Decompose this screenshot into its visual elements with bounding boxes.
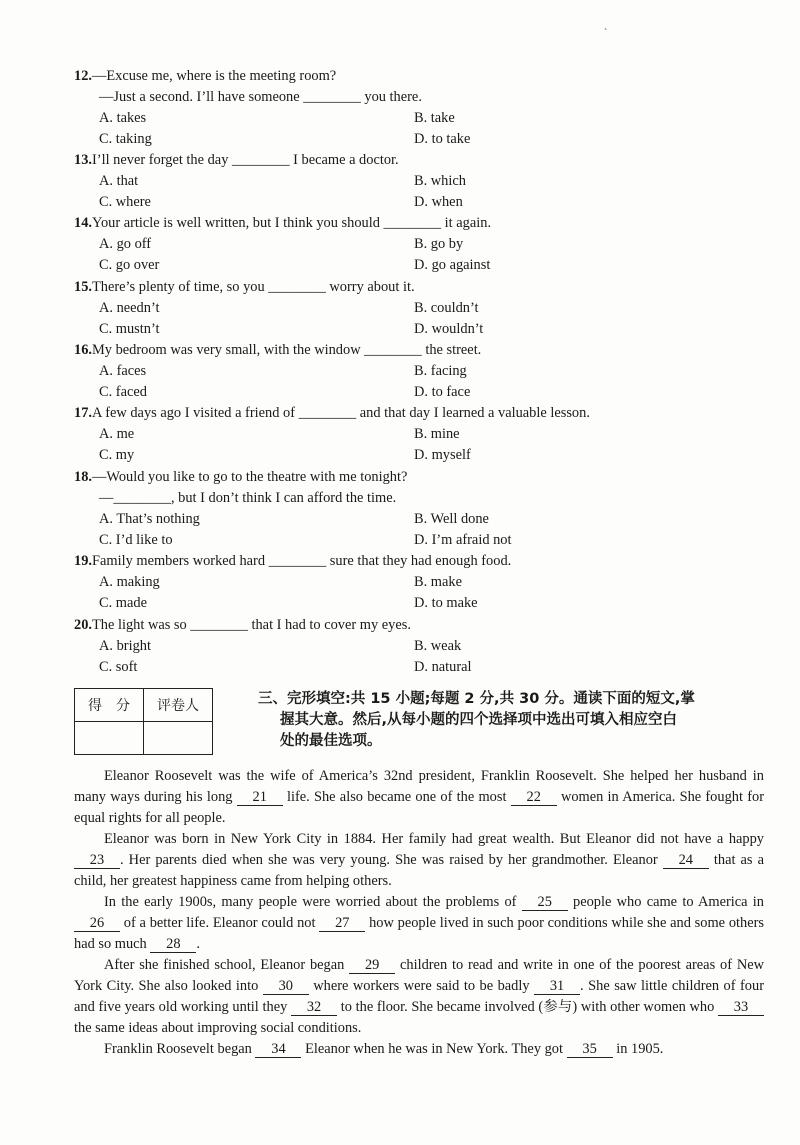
option-d[interactable]: D. I’m afraid not [414, 532, 512, 548]
blank-27[interactable]: 27 [319, 916, 365, 932]
option-d[interactable]: D. to take [414, 131, 471, 147]
option-d[interactable]: D. go against [414, 257, 491, 273]
option-a[interactable]: A. faces [99, 363, 147, 379]
option-c[interactable]: C. made [99, 595, 147, 611]
blank-31[interactable]: 31 [534, 979, 580, 995]
option-c[interactable]: C. where [99, 194, 151, 210]
option-c[interactable]: C. my [99, 447, 135, 463]
option-b[interactable]: B. couldn’t [414, 300, 479, 316]
question-stem: —Just a second. I’ll have someone ________ you there. [99, 89, 422, 105]
question-16: 16.My bedroom was very small, with the window ________ the street. A. faces B. facing C. faced D. to face [74, 340, 774, 403]
option-b[interactable]: B. make [414, 574, 462, 590]
question-15: 15.There’s plenty of time, so you ________ worry about it. A. needn’t B. couldn’t C. mustn’t D. wouldn’t [74, 277, 774, 340]
page-mark: ` [604, 28, 608, 39]
paragraph-2: Eleanor was born in New York City in 1884. Her family had great wealth. But Eleanor did not have a happy 23 . Her parents died when she was very young. She was raised by her grandmother. Eleanor 24 that as a child, her greatest happiness came from helping others. [74, 831, 765, 889]
score-cell[interactable] [75, 722, 144, 755]
question-stem: There’s plenty of time, so you ________ worry about it. [92, 279, 415, 295]
option-c[interactable]: C. faced [99, 384, 147, 400]
option-a[interactable]: A. go off [99, 236, 152, 252]
blank-30[interactable]: 30 [263, 979, 309, 995]
blank-28[interactable]: 28 [150, 937, 196, 953]
option-d[interactable]: D. to face [414, 384, 471, 400]
option-d[interactable]: D. to make [414, 595, 478, 611]
blank-29[interactable]: 29 [349, 958, 395, 974]
paragraph-4: After she finished school, Eleanor began 29 children to read and write in one of the poorest areas of New York City. She also looked into 30 where workers were said to be badly 31 . She saw little children of four and five years old working until they 32 to the floor. She became involved (参与) with other women who 33 the same ideas about improving social conditions. [74, 957, 764, 1036]
option-a[interactable]: A. That’s nothing [99, 511, 200, 527]
question-stem: —Excuse me, where is the meeting room? [92, 68, 337, 84]
option-b[interactable]: B. weak [414, 638, 462, 654]
question-stem: —________, but I don’t think I can afford the time. [99, 490, 397, 506]
question-18: 18.—Would you like to go to the theatre with me tonight? —________, but I don’t think I can afford the time. A. That’s nothing B. Well done C. I’d like to D. I’m afraid not [74, 467, 774, 551]
blank-21[interactable]: 21 [237, 790, 283, 806]
option-c[interactable]: C. soft [99, 659, 138, 675]
option-d[interactable]: D. natural [414, 659, 472, 675]
option-c[interactable]: C. I’d like to [99, 532, 173, 548]
option-d[interactable]: D. myself [414, 447, 471, 463]
option-c[interactable]: C. go over [99, 257, 160, 273]
score-table [74, 688, 213, 755]
reviewer-header: 评卷人 [144, 689, 213, 722]
blank-24[interactable]: 24 [663, 853, 709, 869]
blank-22[interactable]: 22 [511, 790, 557, 806]
blank-23[interactable]: 23 [74, 853, 120, 869]
question-13: 13.I’ll never forget the day ________ I became a doctor. A. that B. which C. where D. when [74, 150, 774, 213]
question-stem: I’ll never forget the day ________ I became a doctor. [92, 152, 399, 168]
question-stem: A few days ago I visited a friend of ________ and that day I learned a valuable lesson. [92, 405, 590, 421]
section-heading: 三、完形填空:共 15 小题;每题 2 分,共 30 分。通读下面的短文,掌 握其大意。然后,从每小题的四个选择项中选出可填入相应空白 处的最佳选项。 [258, 691, 695, 749]
option-a[interactable]: A. that [99, 173, 139, 189]
option-c[interactable]: C. mustn’t [99, 321, 160, 337]
question-stem: Family members worked hard ________ sure that they had enough food. [92, 553, 512, 569]
blank-25[interactable]: 25 [522, 895, 568, 911]
paragraph-1: Eleanor Roosevelt was the wife of America’s 32nd president, Franklin Roosevelt. She helped her husband in many ways during his long 21 life. She also became one of the most 22 women in America. She fought for equal rights for all people. [74, 768, 764, 826]
cloze-passage [74, 766, 764, 1060]
question-stem: —Would you like to go to the theatre with me tonight? [92, 469, 408, 485]
option-b[interactable]: B. which [414, 173, 466, 189]
score-header: 得 分 [75, 689, 144, 722]
question-20: 20.The light was so ________ that I had to cover my eyes. A. bright B. weak C. soft D. natural [74, 615, 774, 678]
option-b[interactable]: B. go by [414, 236, 464, 252]
option-a[interactable]: A. me [99, 426, 135, 442]
question-stem: Your article is well written, but I think you should ________ it again. [92, 215, 492, 231]
option-a[interactable]: A. needn’t [99, 300, 160, 316]
option-a[interactable]: A. bright [99, 638, 151, 654]
option-a[interactable]: A. making [99, 574, 160, 590]
reviewer-cell[interactable] [144, 722, 213, 755]
option-c[interactable]: C. taking [99, 131, 152, 147]
option-d[interactable]: D. wouldn’t [414, 321, 484, 337]
paragraph-5: Franklin Roosevelt began 34 Eleanor when he was in New York. They got 35 in 1905. [104, 1041, 664, 1057]
blank-34[interactable]: 34 [255, 1042, 301, 1058]
question-stem: My bedroom was very small, with the window ________ the street. [92, 342, 482, 358]
blank-32[interactable]: 32 [291, 1000, 337, 1016]
blank-26[interactable]: 26 [74, 916, 120, 932]
question-19: 19.Family members worked hard ________ sure that they had enough food. A. making B. make C. made D. to make [74, 551, 774, 614]
question-12: 12.—Excuse me, where is the meeting room? —Just a second. I’ll have someone ________ you there. A. takes B. take C. taking D. to take [74, 66, 774, 150]
paragraph-3: In the early 1900s, many people were worried about the problems of 25 people who came to America in 26 of a better life. Eleanor could not 27 how people lived in such poor conditions while she and some others had so much 28 . [74, 894, 765, 952]
option-a[interactable]: A. takes [99, 110, 147, 126]
question-14: 14.Your article is well written, but I think you should ________ it again. A. go off B. go by C. go over D. go against [74, 213, 774, 276]
question-stem: The light was so ________ that I had to cover my eyes. [92, 617, 411, 633]
option-d[interactable]: D. when [414, 194, 463, 210]
option-b[interactable]: B. Well done [414, 511, 489, 527]
question-17: 17.A few days ago I visited a friend of ________ and that day I learned a valuable lesson. A. me B. mine C. my D. myself [74, 403, 774, 466]
blank-35[interactable]: 35 [567, 1042, 613, 1058]
option-b[interactable]: B. take [414, 110, 455, 126]
option-b[interactable]: B. facing [414, 363, 467, 379]
option-b[interactable]: B. mine [414, 426, 460, 442]
blank-33[interactable]: 33 [718, 1000, 764, 1016]
